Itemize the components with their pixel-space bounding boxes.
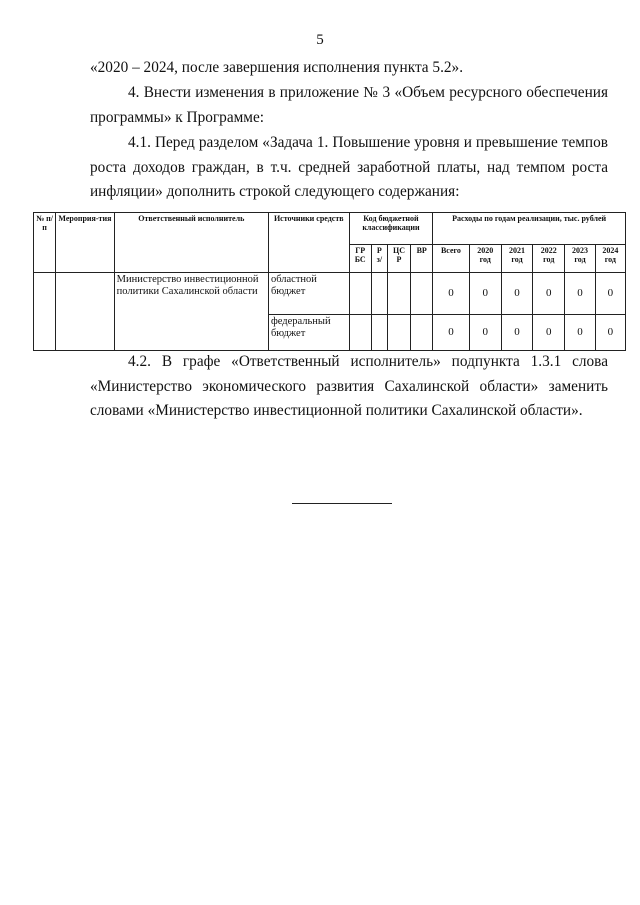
cell-code (349, 315, 371, 351)
cell-executor: Министерство инвестиционной политики Сахалинской области (114, 273, 268, 351)
header-code-vr: ВР (411, 245, 433, 273)
paragraph-4 (90, 350, 608, 424)
paragraph-2 (90, 81, 608, 130)
header-num: № п/п (34, 213, 56, 273)
cell-code (371, 273, 387, 315)
cell-value: 0 (433, 273, 469, 315)
header-total: Всего (433, 245, 469, 273)
cell-value: 0 (595, 315, 625, 351)
header-2024: 2024 год (595, 245, 625, 273)
cell-source: областной бюджет (268, 273, 349, 315)
cell-value: 0 (501, 315, 532, 351)
paragraph-3 (90, 131, 608, 205)
cell-num (34, 273, 56, 351)
cell-value: 0 (469, 315, 501, 351)
header-sources: Источники средств (268, 213, 349, 273)
cell-value: 0 (565, 273, 595, 315)
header-expenses: Расходы по годам реализации, тыс. рублей (433, 213, 626, 245)
cell-code (387, 273, 410, 315)
cell-value: 0 (533, 273, 565, 315)
end-separator-line (292, 503, 392, 504)
cell-value: 0 (533, 315, 565, 351)
header-code-csr: ЦС Р (387, 245, 410, 273)
cell-value: 0 (433, 315, 469, 351)
cell-value: 0 (595, 273, 625, 315)
cell-code (387, 315, 410, 351)
header-2020: 2020 год (469, 245, 501, 273)
budget-table (33, 212, 626, 351)
cell-code (371, 315, 387, 351)
header-budget-code: Код бюджетной классификации (349, 213, 433, 245)
cell-value: 0 (469, 273, 501, 315)
header-measures: Мероприя-тия (56, 213, 114, 273)
cell-code (411, 273, 433, 315)
paragraph-1: «2020 – 2024, после завершения исполнения пункта 5.2». (90, 59, 464, 76)
header-2022: 2022 год (533, 245, 565, 273)
header-2021: 2021 год (501, 245, 532, 273)
cell-measures (56, 273, 114, 351)
cell-value: 0 (565, 315, 595, 351)
table-row (34, 273, 626, 315)
cell-code (349, 273, 371, 315)
header-executor: Ответственный исполнитель (114, 213, 268, 273)
header-code-grbs: ГР БС (349, 245, 371, 273)
paragraph-4-text: 4.2. В графе «Ответственный исполнитель» подпункта 1.3.1 слова «Министерство экономического развития Сахалинской области» заменить словами «Министерство инвестиционной политики Сахалинской области». (90, 353, 608, 419)
cell-source: федеральный бюджет (268, 315, 349, 351)
paragraph-2-text: 4. Внести изменения в приложение № 3 «Объем ресурсного обеспечения программы» к Программе: (90, 84, 608, 126)
header-code-rz: Р з/ (371, 245, 387, 273)
paragraph-3-text: 4.1. Перед разделом «Задача 1. Повышение уровня и превышение темпов роста доходов граждан, в т.ч. средней заработной платы, над темпом роста инфляции» дополнить строкой следующего содержания: (90, 134, 608, 200)
cell-code (411, 315, 433, 351)
header-2023: 2023 год (565, 245, 595, 273)
cell-value: 0 (501, 273, 532, 315)
page-number: 5 (316, 32, 324, 48)
